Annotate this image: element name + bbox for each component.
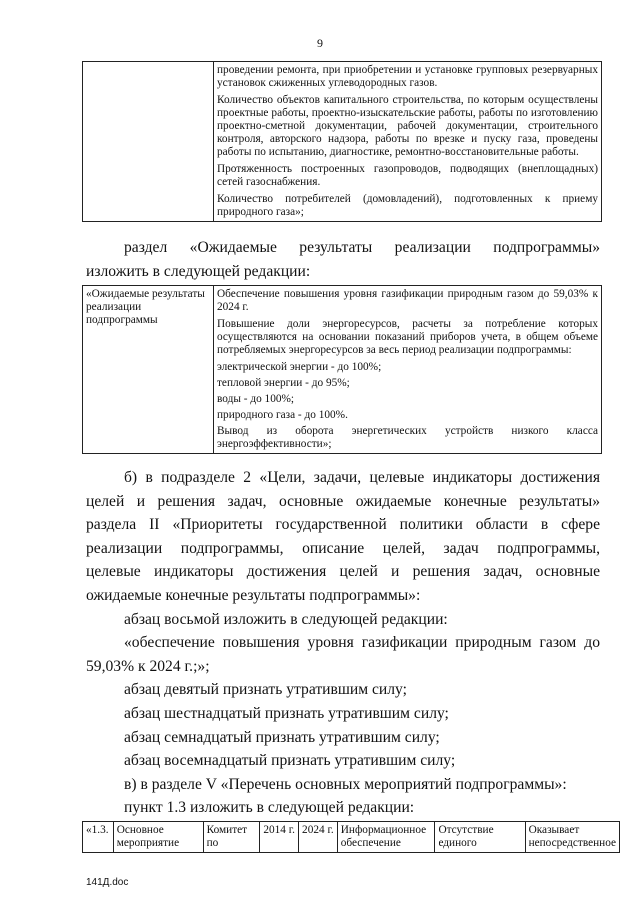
body-line: б) в подразделе 2 «Цели, задачи, целевые индикаторы достижения xyxy=(124,469,600,486)
body-line: «обеспечение повышения уровня газификации природным газом до xyxy=(124,634,600,652)
body-line: абзац шестнадцатый признать утратившим силу; xyxy=(124,704,449,722)
measures-cell: 2014 г. xyxy=(260,822,299,853)
results-item: Вывод из оборота энергетических устройств низкого класса энергоэффективности»; xyxy=(217,425,598,450)
measures-cell: Основное мероприятие xyxy=(113,822,203,853)
indicators-table xyxy=(82,61,602,222)
body-line: целей и решения задач, основные ожидаемые конечные результаты» xyxy=(86,492,600,510)
measures-cell: Информационное обеспечение xyxy=(337,822,435,853)
indicators-paragraph: Протяженность построенных газопроводов, подводящих (внеплощадных) сетей газоснабжения. xyxy=(217,163,598,188)
measures-cell: «1.3. xyxy=(83,822,114,853)
indicators-paragraph: Количество потребителей (домовладений), подготовленных к приему природного газа»; xyxy=(217,193,598,218)
body-line: реализации подпрограммы, описание целей, задач подпрограммы, xyxy=(86,539,600,557)
section-intro xyxy=(86,236,600,283)
indicators-content-cell xyxy=(214,62,602,222)
indicators-label-cell xyxy=(83,62,214,222)
body-line: раздел «Ожидаемые результаты реализации подпрограммы» xyxy=(124,239,600,256)
expected-results-table xyxy=(82,285,602,454)
body-line: абзац семнадцатый признать утратившим силу; xyxy=(124,728,440,746)
body-line: 59,03% к 2024 г.;»; xyxy=(86,657,210,675)
body-line: абзац восемнадцатый признать утратившим силу; xyxy=(124,752,456,770)
body-line: абзац восьмой изложить в следующей редакции: xyxy=(124,610,448,628)
results-item: электрической энергии - до 100%; xyxy=(217,361,382,373)
expected-results-content xyxy=(214,286,602,454)
body-line: раздела II «Приоритеты государственной политики области в сфере xyxy=(86,516,600,534)
measures-cell: Отсутствие единого xyxy=(435,822,525,853)
measures-cell: Комитет по xyxy=(203,822,260,853)
body-line: целевые индикаторы достижения целей и решения задач, основные xyxy=(86,563,600,581)
main-text xyxy=(86,466,600,820)
measures-cell: Оказывает непосредственное xyxy=(525,822,619,853)
expected-results-label: «Ожидаемые результаты реализации подпрограммы xyxy=(83,286,214,454)
results-item: тепловой энергии - до 95%; xyxy=(217,377,350,389)
body-line: пункт 1.3 изложить в следующей редакции: xyxy=(124,799,415,817)
measures-cell: 2024 г. xyxy=(299,822,338,853)
body-line: в) в разделе V «Перечень основных мероприятий подпрограммы»: xyxy=(124,775,567,793)
body-line: ожидаемые конечные результаты подпрограммы»: xyxy=(86,586,421,604)
indicators-paragraph: Количество объектов капитального строительства, по которым осуществлены проектные работы, проектно-изыскательские работы, работы по изготовлению проектно-сметной документации, рабочей документации, строительного контроля, авторского надзора, работы по врезке и пуску газа, проведены работы по испытанию, диагностике, ремонтно-восстановительные работы. xyxy=(217,94,598,158)
measures-table xyxy=(82,821,620,853)
results-item: Повышение доли энергоресурсов, расчеты за потребление которых осуществляются на основании показаний приборов учета, в общем объеме потребляемых энергоресурсов за весь период реализации подпрограммы: xyxy=(217,318,598,356)
body-line: изложить в следующей редакции: xyxy=(86,262,311,280)
page-number: 9 xyxy=(317,36,323,50)
results-item: природного газа - до 100%. xyxy=(217,409,348,421)
results-item: воды - до 100%; xyxy=(217,393,295,405)
body-line: абзац девятый признать утратившим силу; xyxy=(124,681,407,699)
indicators-paragraph: проведении ремонта, при приобретении и установке групповых резервуарных установок сжиженных углеводородных газов. xyxy=(217,64,598,89)
footer-filename: 141Д.doc xyxy=(86,877,129,888)
results-item: Обеспечение повышения уровня газификации природным газом до 59,03% к 2024 г. xyxy=(217,288,598,313)
